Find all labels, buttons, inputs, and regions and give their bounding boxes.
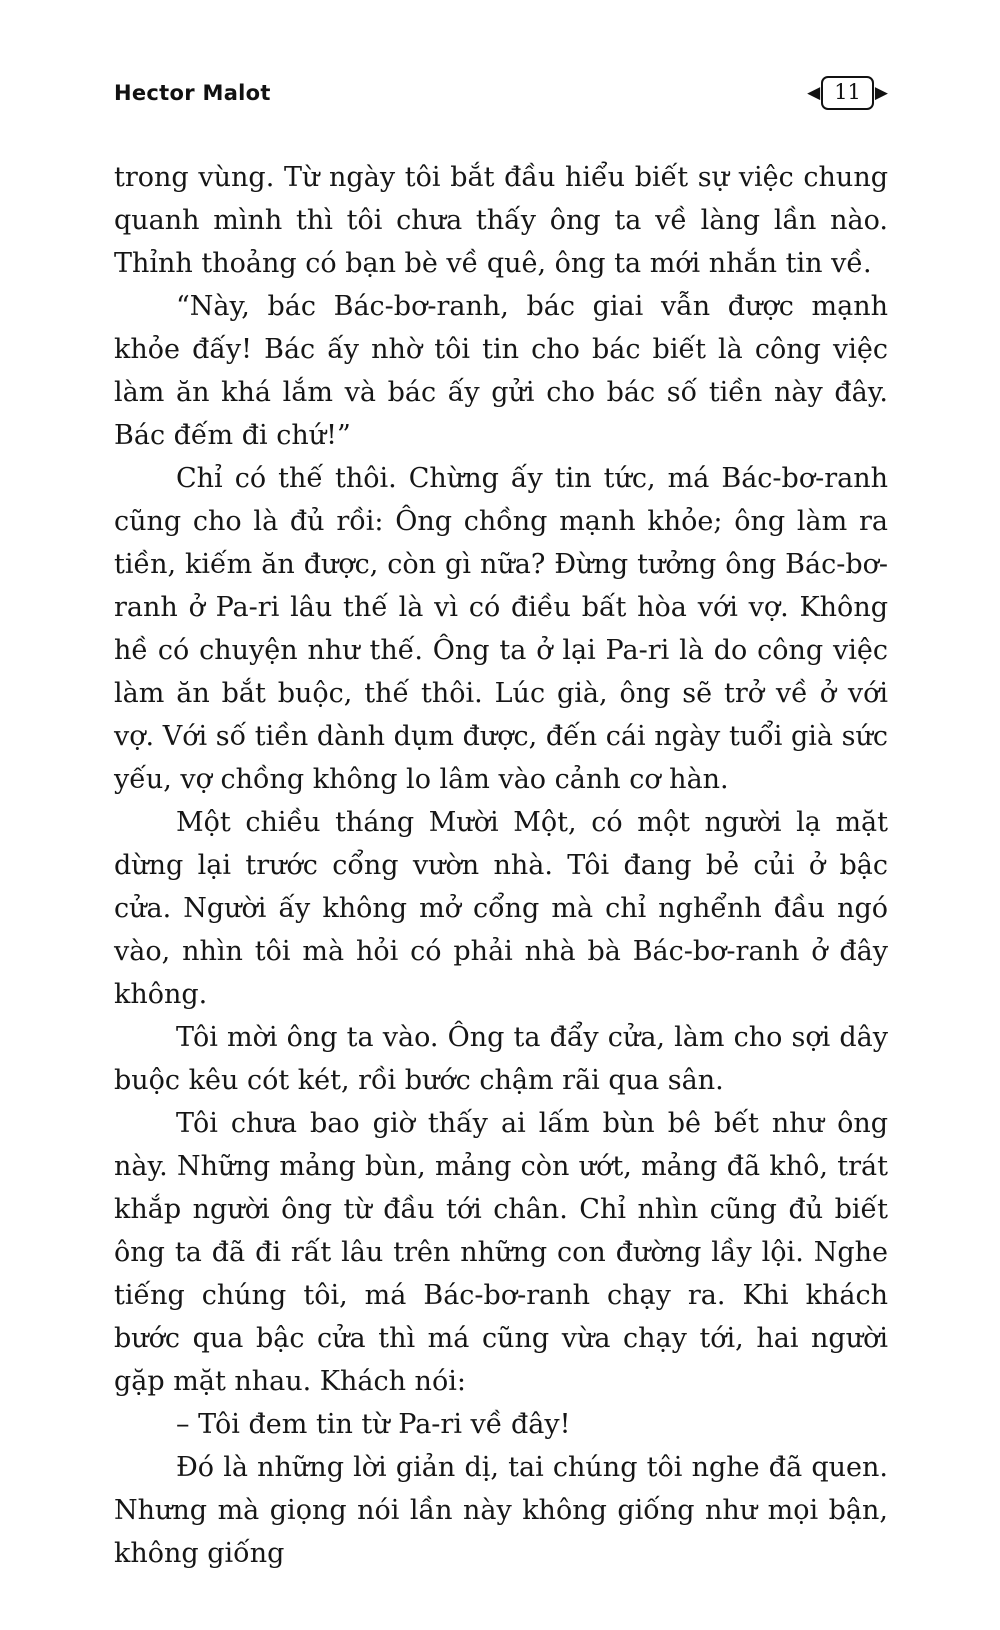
page-number: 11 [821,76,874,110]
paragraph: Tôi mời ông ta vào. Ông ta đẩy cửa, làm cho sợi dây buộc kêu cót két, rồi bước chậm rãi qua sân. [114,1022,888,1096]
left-arrow-icon: ◀ [807,82,821,103]
paragraph: “Này, bác Bác-bơ-ranh, bác giai vẫn được mạnh khỏe đấy! Bác ấy nhờ tôi tin cho bác biết là công việc làm ăn khá lắm và bác ấy gửi cho bác số tiền này đây. Bác đếm đi chứ!” [114,291,888,451]
paragraph: Chỉ có thế thôi. Chừng ấy tin tức, má Bác-bơ-ranh cũng cho là đủ rồi: Ông chồng mạnh khỏe; ông làm ra tiền, kiếm ăn được, còn gì nữa? Đừng tưởng ông Bác-bơ-ranh ở Pa-ri lâu thế là vì có điều bất hòa với vợ. Không hề có chuyện như thế. Ông ta ở lại Pa-ri là do công việc làm ăn bắt buộc, thế thôi. Lúc già, ông sẽ trở về ở với vợ. Với số tiền dành dụm được, đến cái ngày tuổi già sức yếu, vợ chồng không lo lâm vào cảnh cơ hàn. [114,463,888,795]
paragraph: Tôi chưa bao giờ thấy ai lấm bùn bê bết như ông này. Những mảng bùn, mảng còn ướt, mảng đã khô, trát khắp người ông từ đầu tới chân. Chỉ nhìn cũng đủ biết ông ta đã đi rất lâu trên những con đường lầy lội. Nghe tiếng chúng tôi, má Bác-bơ-ranh chạy ra. Khi khách bước qua bậc cửa thì má cũng vừa chạy tới, hai người gặp mặt nhau. Khách nói: [114,1108,888,1397]
paragraph: trong vùng. Từ ngày tôi bắt đầu hiểu biết sự việc chung quanh mình thì tôi chưa thấy ông ta về làng lần nào. Thỉnh thoảng có bạn bè về quê, ông ta mới nhắn tin về. [114,162,888,279]
paragraph: Một chiều tháng Mười Một, có một người lạ mặt dừng lại trước cổng vườn nhà. Tôi đang bẻ củi ở bậc cửa. Người ấy không mở cổng mà chỉ nghểnh đầu ngó vào, nhìn tôi mà hỏi có phải nhà bà Bác-bơ-ranh ở đây không. [114,807,888,1010]
page-header [114,76,888,110]
author-name: Hector Malot [114,81,271,105]
paragraph: – Tôi đem tin từ Pa-ri về đây! [176,1409,571,1440]
page-body [114,156,888,1575]
page-number-badge [807,76,888,110]
right-arrow-icon: ▶ [874,82,888,103]
paragraph: Đó là những lời giản dị, tai chúng tôi nghe đã quen. Nhưng mà giọng nói lần này không giống như mọi bận, không giống [114,1452,888,1569]
